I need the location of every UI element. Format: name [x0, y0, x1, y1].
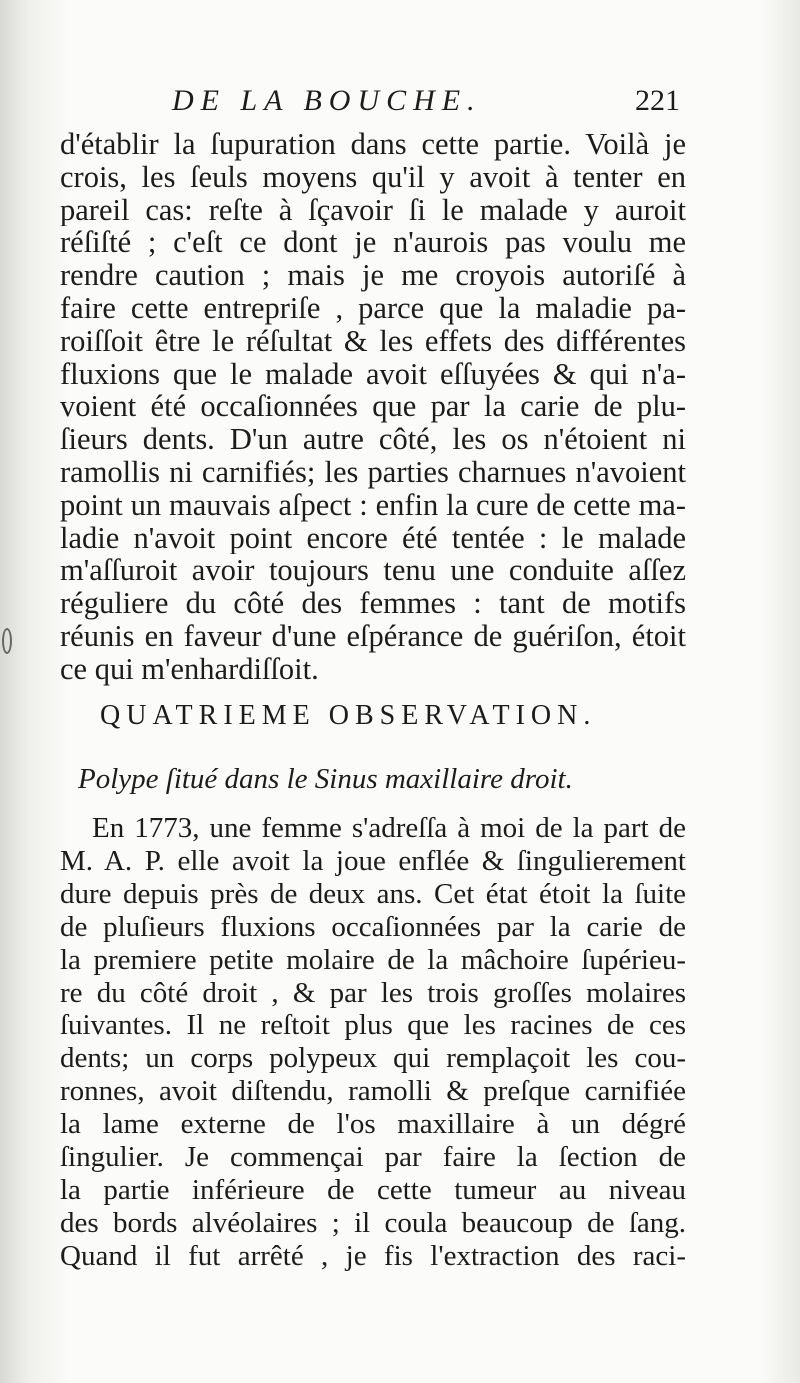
page-header [160, 84, 680, 128]
text-line: des bords alvéolaires ; il coula beaucoup de ſang. [60, 1206, 686, 1239]
text-line: Quand il fut arrêté , je fis l'extraction des raci- [60, 1239, 686, 1272]
text-line: crois, les ſeuls moyens qu'il y avoit à tenter en [60, 160, 686, 194]
text-line: dure depuis près de deux ans. Cet état étoit la ſuite [60, 877, 686, 910]
text-line: point un mauvais aſpect : enfin la cure de cette ma- [60, 488, 686, 522]
text-line: ronnes, avoit diſtendu, ramolli & preſque carnifiée [60, 1075, 686, 1108]
text-line: fluxions que le malade avoit eſſuyées & qui n'a- [60, 357, 686, 391]
text-line: pareil cas: reſte à ſçavoir ſi le malade y auroit [60, 193, 686, 227]
text-line: ce qui m'enhardiſſoit. [60, 652, 319, 686]
text-line: roiſſoit être le réſultat & les effets des différentes [60, 324, 686, 358]
text-line: la partie inférieure de cette tumeur au niveau [60, 1173, 686, 1206]
text-line: la lame externe de l'os maxillaire à un dégré [60, 1108, 686, 1141]
text-line: faire cette entrepriſe , parce que la maladie pa- [60, 291, 686, 325]
text-line: ſieurs dents. D'un autre côté, les os n'étoient ni [60, 423, 686, 456]
text-line: re du côté droit , & par les trois groſſes molaires [60, 976, 686, 1009]
text-line: réſiſté ; c'eſt ce dont je n'aurois pas voulu me [60, 226, 686, 260]
margin-ink-mark [2, 628, 12, 654]
running-title: DE LA BOUCHE. [172, 84, 482, 117]
text-line: de pluſieurs fluxions occaſionnées par la carie de [60, 910, 686, 943]
section-title: QUATRIEME OBSERVATION. [100, 700, 597, 731]
text-line: réguliere du côté des femmes : tant de motifs [60, 587, 686, 620]
text-line: ramollis ni carnifiés; les parties charnues n'avoient [60, 455, 686, 489]
page-number: 221 [635, 84, 680, 117]
paragraph-observation [60, 812, 686, 1273]
text-line: M. A. P. elle avoit la joue enflée & ſingulierement [60, 844, 686, 877]
paragraph-continued [60, 128, 686, 686]
text-line: dents; un corps polypeux qui remplaçoit les cou- [60, 1042, 686, 1075]
text-line: ladie n'avoit point encore été tentée : le malade [60, 521, 686, 555]
section-subtitle: Polype ſitué dans le Sinus maxillaire droit. [78, 763, 573, 795]
text-line: ſuivantes. Il ne reſtoit plus que les racines de ces [60, 1009, 686, 1042]
text-line: réunis en faveur d'une eſpérance de guériſon, étoit [60, 619, 686, 653]
text-line: m'aſſuroit avoir toujours tenu une conduite aſſez [60, 554, 686, 588]
text-line: ſingulier. Je commençai par faire la ſection de [60, 1141, 686, 1174]
text-line: En 1773, une femme s'adreſſa à moi de la part de [92, 812, 686, 844]
text-line: rendre caution ; mais je me croyois autoriſé à [60, 259, 686, 292]
text-line: voient été occaſionnées que par la carie de plu- [60, 390, 686, 424]
text-line: d'établir la ſupuration dans cette partie. Voilà je [60, 128, 686, 161]
text-line: la premiere petite molaire de la mâchoire ſupérieu- [60, 943, 686, 976]
